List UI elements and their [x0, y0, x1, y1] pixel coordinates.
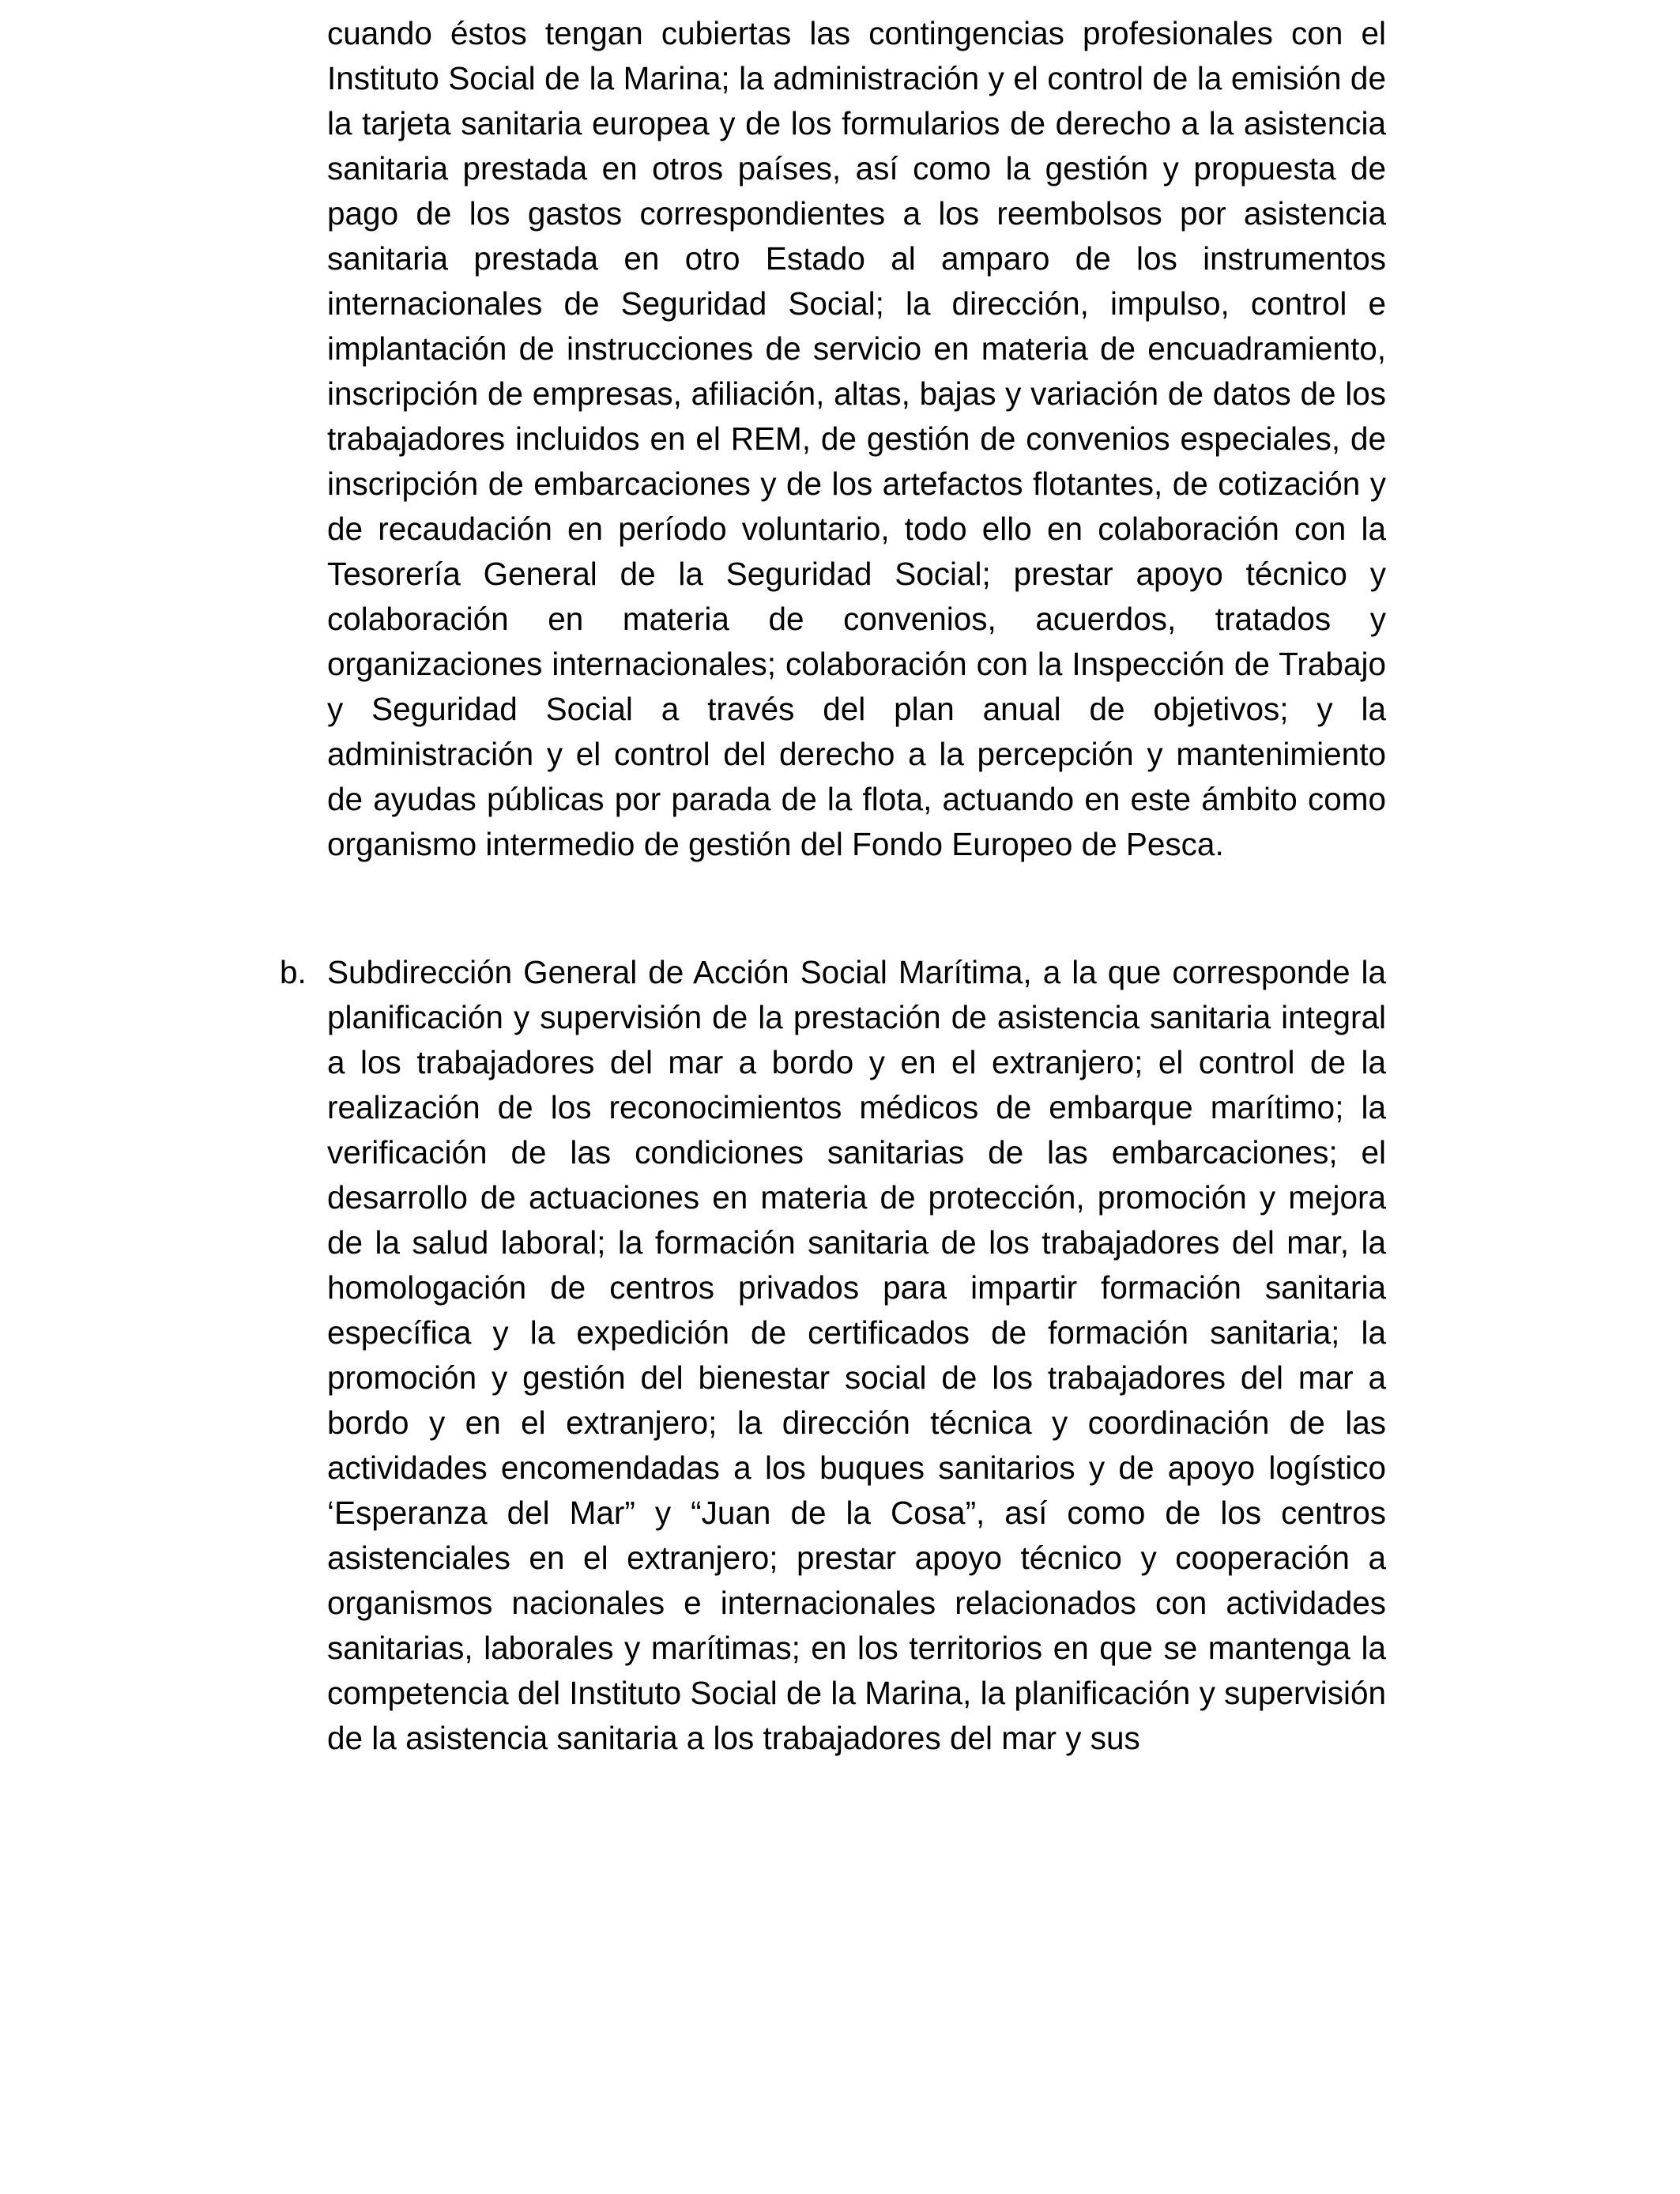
continuation-paragraph: cuando éstos tengan cubiertas las contingencias profesionales con el Instituto Social de la Marina; la administración y el control de la emisión de la tarjeta sanitaria europea y de los formularios de derecho a la asistencia sanitaria prestada en otros países, así como la gestión y propuesta de pago de los gastos correspondientes a los reembolsos por asistencia sanitaria prestada en otro Estado al amparo de los instrumentos internacionales de Seguridad Social; la dirección, impulso, control e implantación de instrucciones de servicio en materia de encuadramiento, inscripción de empresas, afiliación, altas, bajas y variación de datos de los trabajadores incluidos en el REM, de gestión de convenios especiales, de inscripción de embarcaciones y de los artefactos flotantes, de cotización y de recaudación en período voluntario, todo ello en colaboración con la Tesorería General de la Seguridad Social; prestar apoyo técnico y colaboración en materia de convenios, acuerdos, tratados y organizaciones internacionales; colaboración con la Inspección de Trabajo y Seguridad Social a través del plan anual de objetivos; y la administración y el control del derecho a la percepción y mantenimiento de ayudas públicas por parada de la flota, actuando en este ámbito como organismo intermedio de gestión del Fondo Europeo de Pesca. — [327, 15, 1386, 862]
list-item-b-paragraph: Subdirección General de Acción Social Marítima, a la que corresponde la planificación y supervisión de la prestación de asistencia sanitaria integral a los trabajadores del mar a bordo y en el extranjero; el control de la realización de los reconocimientos médicos de embarque marítimo; la verificación de las condiciones sanitarias de las embarcaciones; el desarrollo de actuaciones en materia de protección, promoción y mejora de la salud laboral; la formación sanitaria de los trabajadores del mar, la homologación de centros privados para impartir formación sanitaria específica y la expedición de certificados de formación sanitaria; la promoción y gestión del bienestar social de los trabajadores del mar a bordo y en el extranjero; la dirección técnica y coordinación de las actividades encomendadas a los buques sanitarios y de apoyo logístico ‘Esperanza del Mar” y “Juan de la Cosa”, así como de los centros asistenciales en el extranjero; prestar apoyo técnico y cooperación a organismos nacionales e internacionales relacionados con actividades sanitarias, laborales y marítimas; en los territorios en que se mantenga la competencia del Instituto Social de la Marina, la planificación y supervisión de la asistencia sanitaria a los trabajadores del mar y sus — [327, 954, 1386, 1756]
list-item-marker-b: b. — [280, 954, 307, 990]
